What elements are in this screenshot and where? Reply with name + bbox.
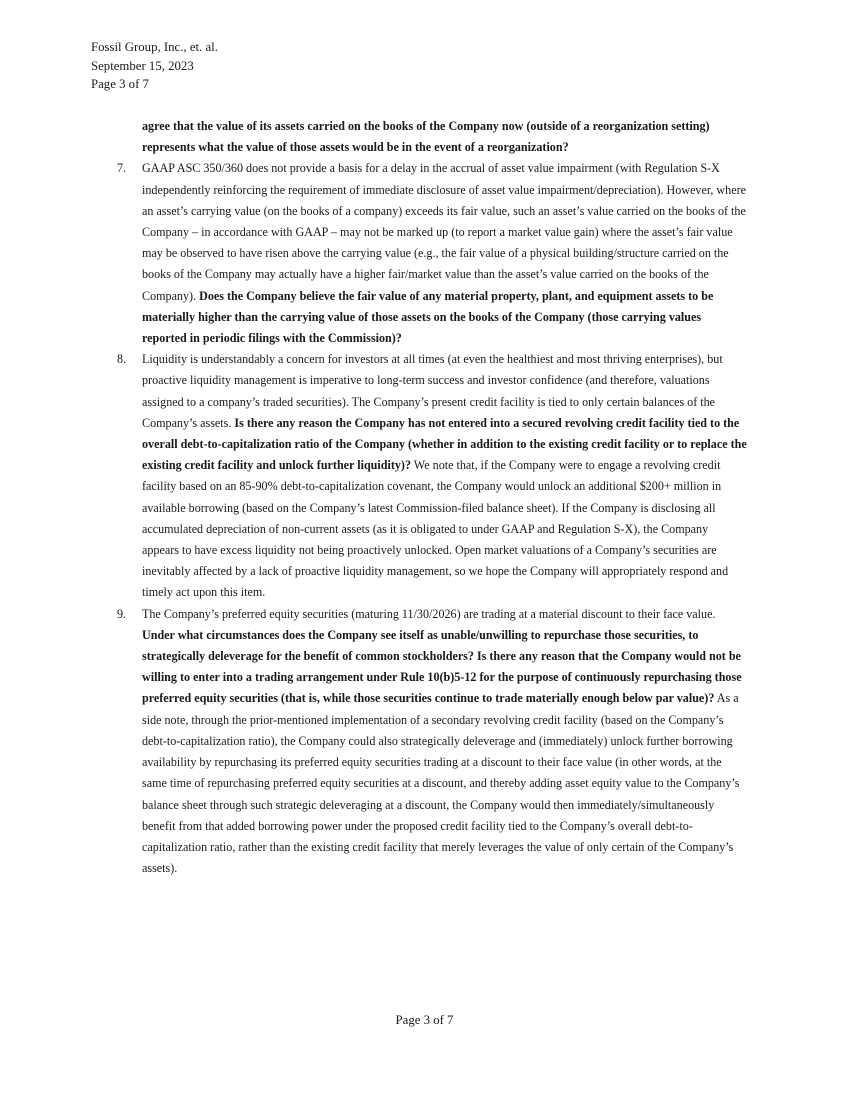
page-footer: Page 3 of 7 — [395, 1013, 454, 1027]
item-text: GAAP ASC 350/360 does not provide a basis for a delay in the accrual of asset value impairment (with Regulation S-X independently reinforcing the requirement of immediate disclosure of asset value impairment/depreciation). However, where an asset’s carrying value (on the books of a company) exceeds its fair value, such an asset’s value carried on the books of the Company – in accordance with GAAP – may not be marked up (to report a market value gain) where the asset’s fair value may be observed to have risen above the carrying value (e.g., the fair value of a physical building/structure carried on the books of the Company may actually have a higher fair/market value than the asset’s value carried on the books of the Company). — [142, 161, 746, 303]
header-page-number: Page 3 of 7 — [91, 77, 149, 92]
list-item-7 — [117, 158, 747, 349]
item-question: Under what circumstances does the Company see itself as unable/unwilling to repurchase those securities, to strategically deleverage for the benefit of common stockholders? Is there any reason that the Company would not be willing to enter into a trading arrangement under Rule 10(b)5-12 for the purpose of continuously repurchasing those preferred equity securities (that is, while those securities continue to trade materially enough below par value)? — [142, 627, 742, 706]
item-number: 7. — [117, 161, 127, 176]
continuation-question: agree that the value of its assets carried on the books of the Company now (outside of a reorganization setting) represents what the value of those assets would be in the event of a reorganization? — [142, 119, 710, 155]
continuation-paragraph — [117, 116, 747, 158]
list-item-8 — [117, 349, 747, 603]
list-item-9 — [117, 604, 747, 880]
item-question: Does the Company believe the fair value of any material property, plant, and equipment assets to be materially higher than the carrying value of those assets on the books of the Company (those carrying values reported in periodic filings with the Commission)? — [142, 288, 714, 346]
item-question: Is there any reason the Company has not entered into a secured revolving credit facility tied to the overall debt-to-capitalization ratio of the Company (whether in addition to the existing credit facility or to replace the existing credit facility and unlock further liquidity)? — [142, 415, 747, 473]
item-text: The Company’s preferred equity securities (maturing 11/30/2026) are trading at a material discount to their face value. — [142, 606, 716, 621]
item-number: 8. — [117, 352, 127, 367]
item-number: 9. — [117, 606, 127, 621]
letter-header — [91, 38, 218, 94]
letter-body — [117, 116, 747, 879]
item-text-continued: As a side note, through the prior-mentioned implementation of a secondary revolving credit facility (based on the Company’s debt-to-capitalization ratio), the Company could also strategically deleverage and (immediately) unlock further borrowing availability by repurchasing its preferred equity securities trading at a discount to their face value (in other words, at the same time of repurchasing preferred equity securities at a discount, and thereby adding asset equity value to the Company’s balance sheet through such strategic deleveraging at a discount, the Company would then immediately/simultaneously benefit from that added borrowing power under the proposed credit facility tied to the Company’s overall debt-to-capitalization ratio, rather than the existing credit facility that merely leverages the value of only certain of the Company’s assets). — [142, 691, 740, 876]
item-text-continued: We note that, if the Company were to engage a revolving credit facility based on an 85-90% debt-to-capitalization covenant, the Company would unlock an additional $200+ million in available borrowing (based on the Company’s latest Commission-filed balance sheet). If the Company is disclosing all accumulated depreciation of non-current assets (as it is obligated to under GAAP and Regulation S-X), the Company appears to have excess liquidity not being proactively unlocked. Open market valuations of a Company’s securities are inevitably affected by a lack of proactive liquidity management, so we hope the Company will appropriately respond and timely act upon this item. — [142, 458, 729, 600]
header-date: September 15, 2023 — [91, 58, 194, 73]
header-company: Fossil Group, Inc., et. al. — [91, 40, 218, 54]
item-text: Liquidity is understandably a concern for investors at all times (at even the healthiest and most thriving enterprises), but proactive liquidity management is imperative to long-term success and investor confidence (and therefore, valuations assigned to a company’s traded securities). The Company’s present credit facility is tied to only certain balances of the Company’s assets. — [142, 352, 723, 430]
